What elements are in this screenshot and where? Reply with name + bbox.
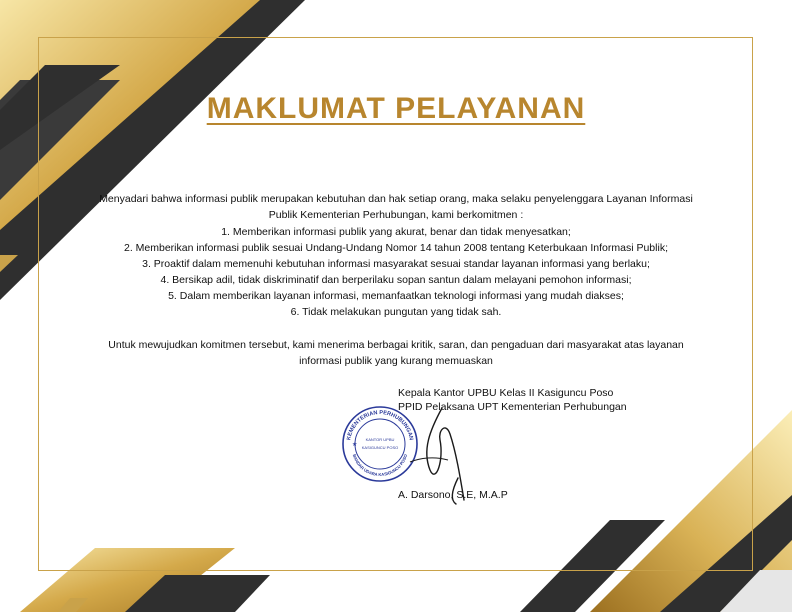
list-item: 3. Proaktif dalam memenuhi kebutuhan informasi masyarakat sesuai standar layanan informasi yang berlaku;: [142, 258, 650, 270]
signer-title: Kepala Kantor UPBU Kelas II Kasiguncu Poso: [398, 387, 614, 399]
list-item: 6. Tidak melakukan pungutan yang tidak sah.: [290, 306, 502, 318]
list-item: 5. Dalam memberikan layanan informasi, memanfaatkan teknologi informasi yang mudah diakses;: [168, 290, 624, 302]
list-item: 2. Memberikan informasi publik sesuai Undang-Undang Nomor 14 tahun 2008 tentang Keterbukaan Informasi Publik;: [124, 242, 668, 254]
list-item: 1. Memberikan informasi publik yang akurat, benar dan tidak menyesatkan;: [221, 226, 571, 238]
stamp-center-line-2: KASIGUNCU POSO: [361, 445, 399, 450]
stamp-center-line-1: KANTOR UPBU: [365, 437, 395, 442]
page-title: MAKLUMAT PELAYANAN: [206, 92, 586, 125]
stamp-ring-bottom-text: BANDAR UDARA KASIGUNCU POSO: [351, 453, 409, 478]
signer-role: PPID Pelaksana UPT Kementerian Perhubungan: [398, 401, 627, 413]
list-item: 4. Bersikap adil, tidak diskriminatif dan berperilaku sopan santun dalam melayani pemohon informasi;: [160, 274, 632, 286]
closing-paragraph: Untuk mewujudkan komitmen tersebut, kami menerima berbagai kritik, saran, dan pengaduan dari masyarakat atas layanan informasi publik yang kurang memuaskan: [108, 338, 684, 367]
stamp-ring-top-text: KEMENTERIAN PERHUBUNGAN: [346, 409, 414, 441]
commitment-list: [90, 224, 702, 320]
signer-name: A. Darsono, S.E, M.A.P: [398, 489, 508, 501]
stamp-star-icon: ★: [352, 442, 358, 448]
intro-paragraph: Menyadari bahwa informasi publik merupakan kebutuhan dan hak setiap orang, maka selaku penyelenggara Layanan Informasi Publik Kementerian Perhubungan, kami berkomitmen :: [99, 192, 693, 221]
